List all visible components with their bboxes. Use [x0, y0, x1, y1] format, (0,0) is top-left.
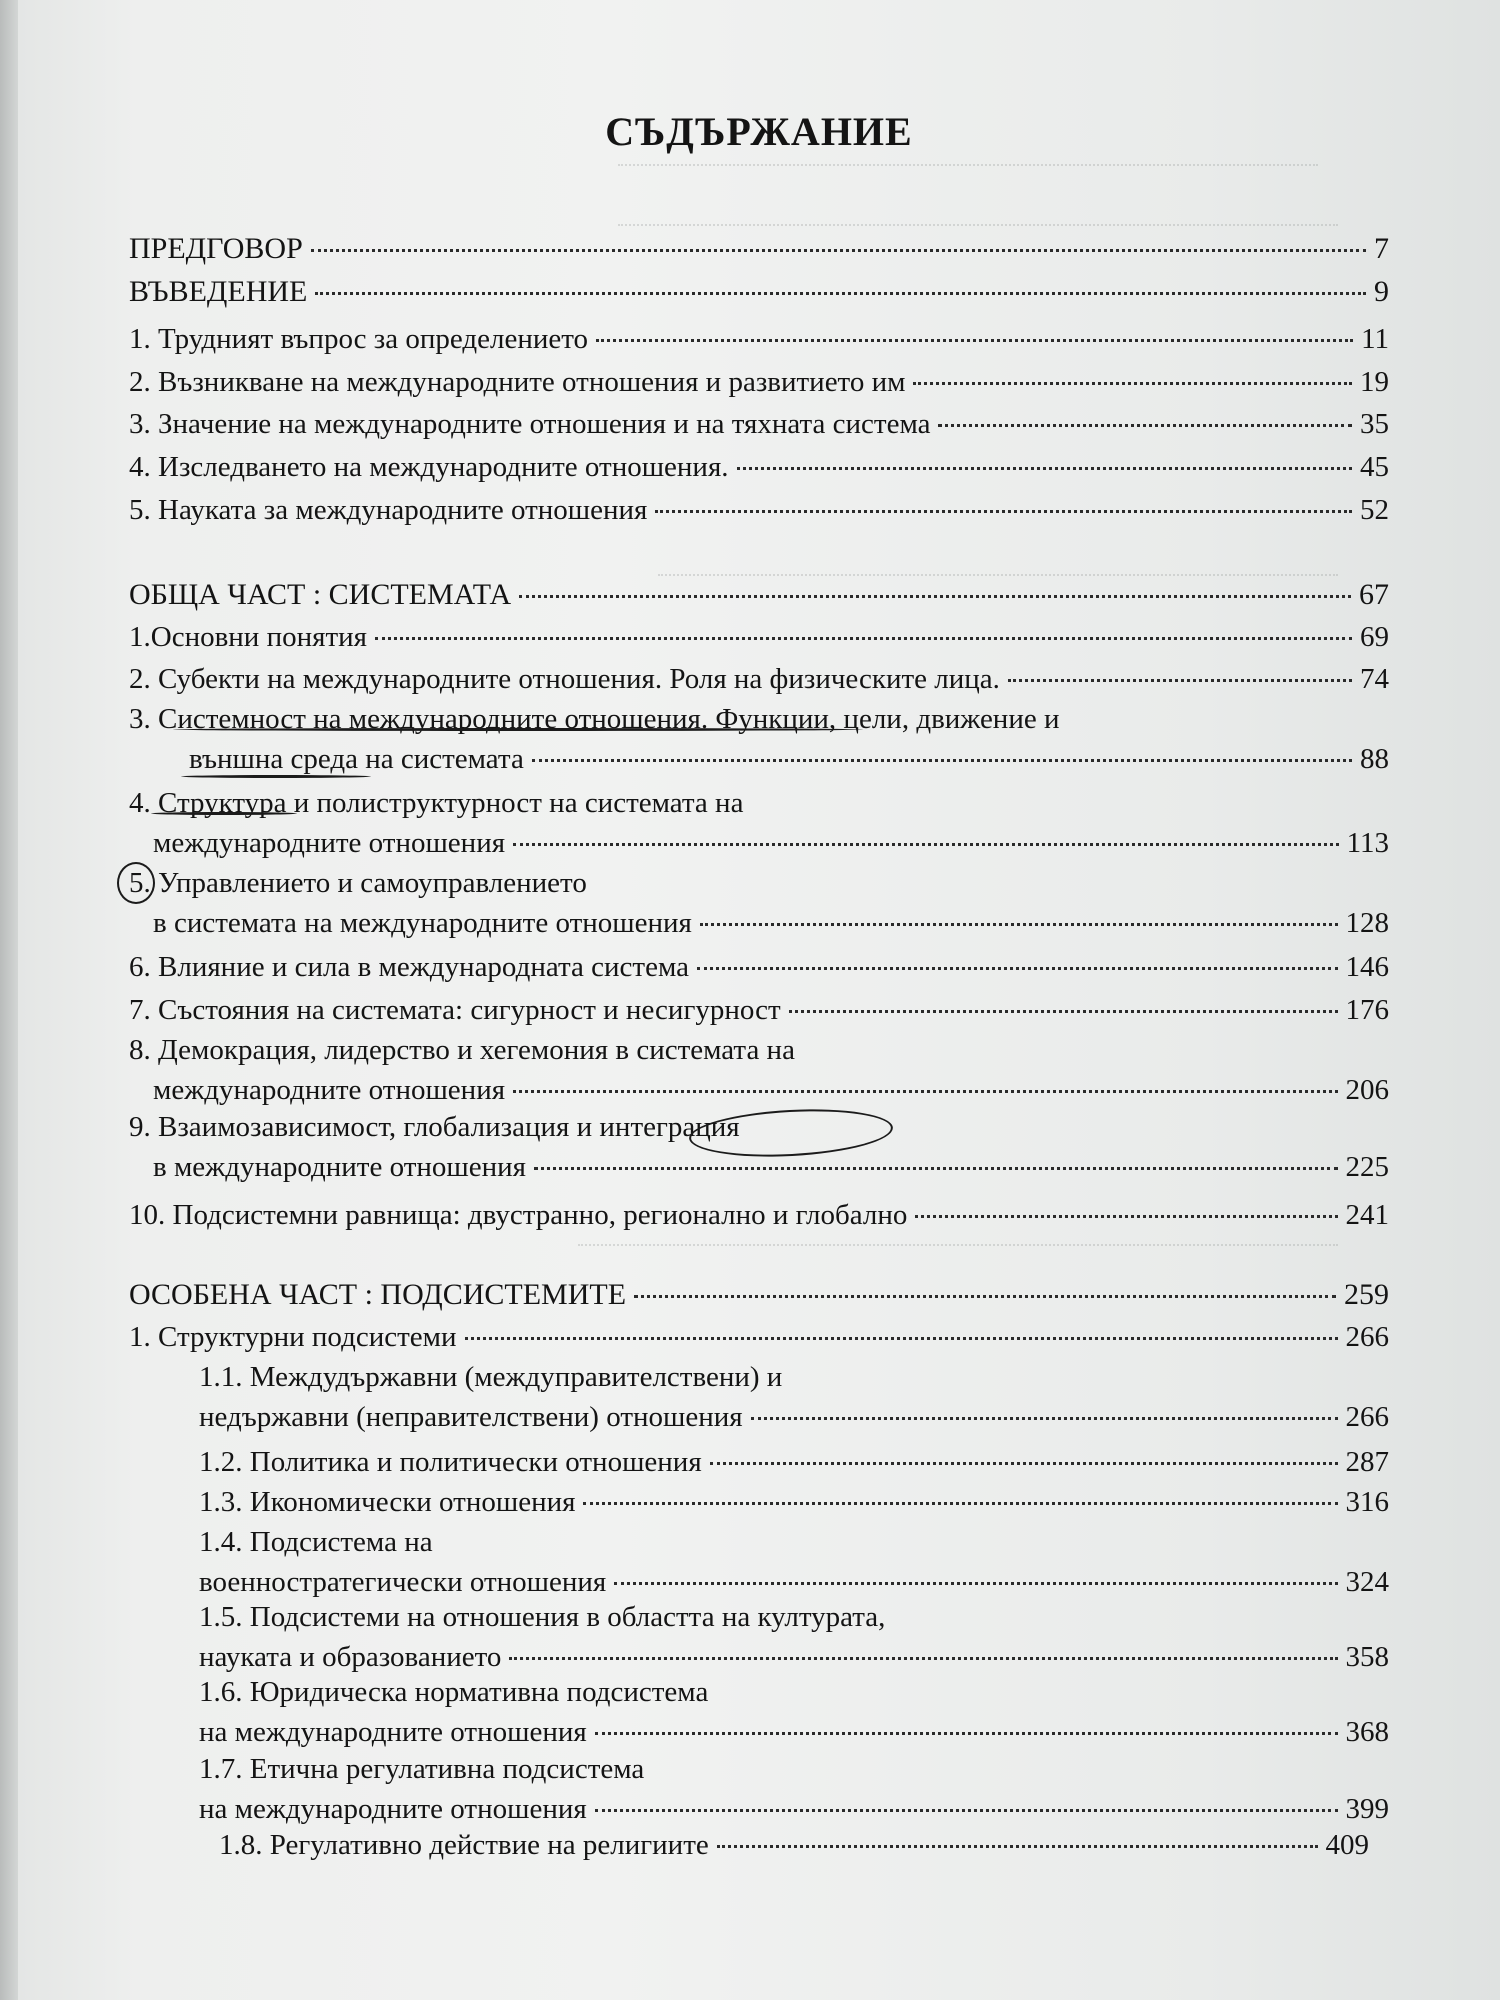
book-page — [18, 0, 1500, 2000]
pen-underline-mark — [181, 775, 371, 778]
bleed-through-line — [658, 560, 1338, 576]
toc-entry-title: 8. Демокрация, лидерство и хегемония в системата на — [129, 1034, 795, 1066]
toc-entry-page: 52 — [1360, 494, 1389, 526]
dot-leader — [595, 1809, 1338, 1812]
bleed-through-line — [618, 210, 1338, 226]
toc-entry-page: 259 — [1344, 1278, 1389, 1311]
dot-leader — [532, 759, 1352, 762]
dot-leader — [717, 1845, 1318, 1848]
dot-leader — [534, 1167, 1338, 1170]
toc-entry-page: 206 — [1345, 1074, 1389, 1106]
toc-entry — [129, 950, 1389, 984]
toc-entry — [129, 993, 1389, 1027]
toc-entry — [199, 1360, 1389, 1434]
toc-entry-title: 1.Основни понятия — [129, 621, 367, 653]
toc-entry-continuation: международните отношения — [153, 1074, 506, 1106]
toc-entry-page: 7 — [1374, 232, 1389, 265]
toc-entry — [199, 1600, 1389, 1674]
toc-entry-title: 2. Субекти на международните отношения. Роля на физическите лица. — [129, 663, 1000, 695]
toc-entry — [129, 493, 1389, 527]
toc-entry-title: 4. Изследването на международните отношения. — [129, 451, 729, 483]
toc-entry — [129, 1198, 1389, 1232]
dot-leader — [583, 1502, 1337, 1505]
dot-leader — [509, 1657, 1337, 1660]
toc-entry-title: 5. Управлението и самоуправлението — [129, 867, 587, 899]
toc-entry-page: 45 — [1360, 451, 1389, 483]
pen-circle-mark — [117, 862, 155, 904]
pen-underline-mark — [151, 812, 297, 815]
dot-leader — [315, 292, 1366, 295]
dot-leader — [938, 424, 1352, 427]
toc-entry-title: 5. Науката за международните отношения — [129, 494, 648, 526]
dot-leader — [655, 510, 1352, 513]
toc-entry-title: 1.8. Регулативно действие на религиите — [219, 1829, 709, 1861]
toc-entry — [129, 450, 1389, 484]
toc-entry-continuation: недържавни (неправителствени) отношения — [199, 1401, 743, 1433]
toc-entry-title: 1.3. Икономически отношения — [199, 1486, 576, 1518]
toc-entry-title: 9. Взаимозависимост, глобализация и интеграция — [129, 1111, 740, 1143]
dot-leader — [465, 1337, 1338, 1340]
toc-entry-page: 19 — [1360, 366, 1389, 398]
page-title: СЪДЪРЖАНИЕ — [605, 109, 913, 154]
dot-leader — [1008, 679, 1352, 682]
toc-entry — [129, 662, 1389, 696]
toc-entry-title: 3. Системност на международните отношения. Функции, цели, движение и — [129, 703, 1060, 735]
toc-entry — [129, 1033, 1389, 1107]
dot-leader — [634, 1295, 1336, 1298]
toc-entry-continuation: в системата на международните отношения — [153, 907, 692, 939]
toc-entry — [199, 1485, 1389, 1519]
toc-entry-continuation: международните отношения — [153, 827, 506, 859]
toc-entry-page: 146 — [1345, 951, 1389, 983]
dot-leader — [700, 923, 1338, 926]
toc-entry-page: 287 — [1345, 1446, 1389, 1478]
toc-entry-title: ОБЩА ЧАСТ : СИСТЕМАТА — [129, 578, 512, 611]
toc-entry-title: 1. Структурни подсистеми — [129, 1321, 457, 1353]
toc-entry-page: 225 — [1345, 1151, 1389, 1183]
toc-entry — [129, 620, 1389, 654]
toc-entry — [199, 1675, 1389, 1749]
toc-entry-title: 1. Трудният въпрос за определението — [129, 323, 589, 355]
toc-entry — [129, 407, 1389, 441]
toc-entry-page: 324 — [1345, 1566, 1389, 1598]
toc-entry-page: 266 — [1345, 1401, 1389, 1433]
toc-entry-page: 128 — [1345, 907, 1389, 939]
toc-entry — [129, 1320, 1389, 1354]
dot-leader — [519, 595, 1351, 598]
toc-entry-continuation: в международните отношения — [153, 1151, 526, 1183]
dot-leader — [375, 637, 1352, 640]
toc-entry-title: 1.2. Политика и политически отношения — [199, 1446, 702, 1478]
toc-entry-title: 1.7. Етична регулативна подсистема — [199, 1753, 645, 1785]
toc-entry-page: 409 — [1325, 1829, 1369, 1861]
toc-entry-page: 399 — [1345, 1793, 1389, 1825]
toc-entry-continuation: военностратегически отношения — [199, 1566, 607, 1598]
dot-leader — [513, 1090, 1337, 1093]
dot-leader — [614, 1582, 1337, 1585]
toc-entry-page: 113 — [1346, 827, 1389, 859]
toc-entry-page: 11 — [1361, 323, 1389, 355]
toc-entry — [129, 702, 1389, 776]
dot-leader — [513, 843, 1339, 846]
dot-leader — [789, 1010, 1338, 1013]
toc-entry-page: 266 — [1345, 1321, 1389, 1353]
toc-entry-title: 4. Структура и полиструктурност на системата на — [129, 787, 744, 819]
toc-entry-page: 358 — [1345, 1641, 1389, 1673]
dot-leader — [751, 1417, 1338, 1420]
dot-leader — [915, 1215, 1337, 1218]
dot-leader — [596, 339, 1353, 342]
toc-entry-title: 6. Влияние и сила в международната система — [129, 951, 689, 983]
toc-entry — [199, 1752, 1389, 1826]
toc-entry-title: 1.4. Подсистема на — [199, 1526, 433, 1558]
bleed-through-line — [578, 1230, 1338, 1246]
dot-leader — [697, 967, 1338, 970]
dot-leader — [737, 467, 1352, 470]
toc-entry — [129, 365, 1389, 399]
toc-entry-title: ОСОБЕНА ЧАСТ : ПОДСИСТЕМИТЕ — [129, 1278, 627, 1311]
toc-entry — [199, 1445, 1389, 1479]
toc-entry-page: 9 — [1374, 275, 1389, 308]
toc-entry — [199, 1525, 1389, 1599]
toc-entry — [129, 786, 1389, 860]
toc-entry — [129, 1278, 1389, 1312]
dot-leader — [710, 1462, 1338, 1465]
dot-leader — [311, 249, 1366, 252]
book-spine-shadow — [0, 0, 18, 2000]
toc-entry-page: 88 — [1360, 743, 1389, 775]
toc-entry — [129, 578, 1389, 612]
toc-entry-title: ВЪВЕДЕНИЕ — [129, 275, 308, 308]
dot-leader — [913, 382, 1352, 385]
toc-entry-page: 69 — [1360, 621, 1389, 653]
toc-entry — [129, 275, 1389, 309]
toc-entry-page: 74 — [1360, 663, 1389, 695]
toc-entry-continuation: на международните отношения — [199, 1716, 587, 1748]
toc-entry-title: 1.5. Подсистеми на отношения в областта на културата, — [199, 1601, 886, 1633]
toc-entry-title: 1.1. Междудържавни (междуправителствени) и — [199, 1361, 783, 1393]
toc-entry-title: 1.6. Юридическа нормативна подсистема — [199, 1676, 709, 1708]
toc-entry — [129, 866, 1389, 940]
toc-entry-title: ПРЕДГОВОР — [129, 232, 303, 265]
toc-entry-title: 3. Значение на международните отношения и на тяхната система — [129, 408, 931, 440]
toc-entry — [129, 232, 1389, 266]
toc-entry-title: 10. Подсистемни равнища: двустранно, регионално и глобално — [129, 1199, 908, 1231]
toc-entry-continuation: на международните отношения — [199, 1793, 587, 1825]
toc-entry-page: 241 — [1345, 1199, 1389, 1231]
toc-entry-page: 316 — [1345, 1486, 1389, 1518]
toc-entry-page: 176 — [1345, 994, 1389, 1026]
dot-leader — [595, 1732, 1338, 1735]
toc-entry-page: 368 — [1345, 1716, 1389, 1748]
toc-entry-page: 67 — [1359, 578, 1389, 611]
toc-entry-continuation: външна среда на системата — [189, 743, 524, 775]
toc-entry — [129, 322, 1389, 356]
toc-entry-title: 2. Възникване на международните отношения и развитието им — [129, 366, 906, 398]
toc-entry-page: 35 — [1360, 408, 1389, 440]
toc-entry-title: 7. Състояния на системата: сигурност и несигурност — [129, 994, 781, 1026]
toc-entry-continuation: науката и образованието — [199, 1641, 502, 1673]
pen-underline-mark — [173, 728, 863, 731]
toc-entry — [219, 1828, 1369, 1862]
